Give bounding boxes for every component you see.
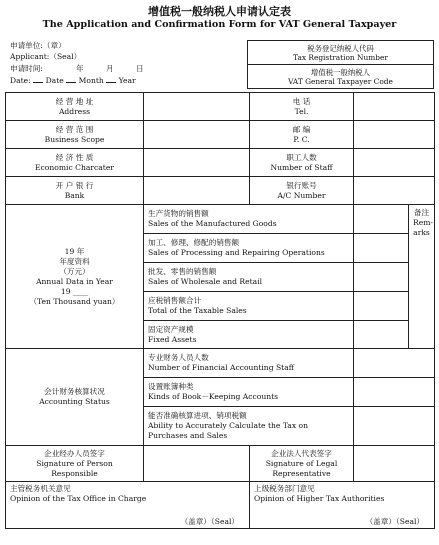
annual-item-en: Fixed Assets (148, 334, 197, 344)
higher-authority-opinion-cell[interactable] (250, 482, 435, 529)
staff-label-en: Number of Staff (270, 162, 333, 172)
month-fill-line[interactable] (66, 82, 76, 83)
vat-code-cell (248, 65, 434, 89)
time-label-cn: 申请时间: (10, 64, 43, 73)
person-signature-cn: 企业经办人员签字 (44, 448, 105, 458)
annual-data-label-cell (6, 205, 144, 349)
accounting-label-en: Accounting Status (39, 397, 110, 406)
bank-label-cell (6, 177, 144, 205)
remarks-label-cn: 备注 (413, 208, 430, 217)
accounting-item-label (144, 349, 354, 378)
month-label-en: Month (78, 76, 104, 85)
title-english: The Application and Confirmation Form for VAT General Taxpayer (42, 19, 397, 30)
person-signature-label (6, 446, 144, 482)
year-label-cn: 年 (76, 64, 84, 73)
annual-label-en1: Annual Data in Year (36, 276, 113, 286)
scope-label-cell (6, 121, 144, 149)
accounting-item-value[interactable] (354, 349, 435, 378)
bank-value[interactable] (144, 177, 250, 205)
tax-office-opinion-cell[interactable] (6, 482, 250, 529)
account-value[interactable] (354, 177, 435, 205)
character-row (6, 149, 435, 177)
scope-value[interactable] (144, 121, 250, 149)
annual-item-cn: 应税销售额合计 (148, 296, 202, 305)
accounting-item-label (144, 378, 354, 407)
annual-item-value[interactable] (354, 234, 409, 263)
vat-label-cn: 增值税一般纳税人 (310, 67, 371, 77)
person-signature-value[interactable] (144, 446, 250, 482)
annual-item-en: Total of the Taxable Sales (148, 306, 247, 315)
annual-item-row (6, 205, 435, 234)
tax-registration-cell (248, 41, 434, 65)
year-fill-line[interactable] (106, 82, 116, 83)
scope-label-cn: 经 营 范 围 (55, 124, 94, 134)
higher-authority-opinion-cn: 上级税务部门意见 (254, 484, 315, 493)
title-chinese: 增值税一般纳税人申请认定表 (148, 5, 291, 18)
address-value[interactable] (144, 93, 250, 121)
accounting-item-cn: 能否准确核算进项、销项税额 (148, 411, 247, 420)
annual-item-cn: 生产货物的销售额 (148, 209, 209, 218)
annual-item-cn: 批发、零售的销售额 (148, 267, 217, 276)
date-label-en: Date: (10, 76, 31, 85)
accounting-label-cell (6, 349, 144, 446)
day-fill-line[interactable] (33, 82, 43, 83)
accounting-item-en: Ability to Accurately Calculate the Tax on Purchases and Sales (148, 421, 308, 440)
reg-label-cn: 税务登记纳税人代码 (307, 43, 374, 53)
header-code-box (247, 40, 434, 89)
legal-signature-value[interactable] (354, 446, 435, 482)
pc-label-cell (250, 121, 354, 149)
annual-item-en: Sales of the Manufactured Goods (148, 219, 277, 228)
character-value[interactable] (144, 149, 250, 177)
annual-label-cn1: 年度资料 (59, 256, 90, 266)
staff-value[interactable] (354, 149, 435, 177)
vat-label-en: VAT General Taxpayer Code (288, 76, 393, 86)
annual-item-cn: 加工、修理、修配的销售额 (148, 238, 240, 247)
pc-label-cn: 邮 编 (292, 124, 311, 134)
day-label-en: Date (45, 76, 64, 85)
scope-label-en: Business Scope (44, 134, 105, 144)
month-label-cn: 月 (106, 64, 114, 73)
bank-label-cn: 开 户 银 行 (55, 180, 94, 190)
application-time-cn (10, 64, 245, 75)
annual-label-en3: （Ten Thousand yuan） (29, 296, 120, 306)
character-label-cell (6, 149, 144, 177)
annual-item-en: Sales of Wholesale and Retail (148, 277, 263, 286)
accounting-label-cn: 会计财务核算状况 (44, 387, 105, 396)
bank-row (6, 177, 435, 205)
remarks-label-en2: arks (413, 228, 430, 237)
applicant-label-en: Applicant:（Seal） (10, 52, 82, 61)
address-label-en: Address (58, 106, 91, 116)
accounting-item-en: Number of Financial Accounting Staff (148, 363, 295, 372)
day-label-cn: 日 (136, 64, 144, 73)
annual-item-label (144, 292, 354, 321)
annual-item-en: Sales of Processing and Repairing Operations (148, 248, 325, 257)
reg-label-en: Tax Registration Number (293, 52, 388, 62)
legal-signature-en: Signature of Legal Representative (265, 458, 338, 478)
character-label-cn: 经 济 性 质 (55, 152, 94, 162)
tel-label-cn: 电 话 (292, 96, 311, 106)
remarks-cell (409, 205, 435, 349)
accounting-item-en: Kinds of Book－Keeping Accounts (148, 392, 279, 401)
accounting-item-cn: 设置账簿种类 (148, 382, 194, 391)
year-label-en: Year (118, 76, 136, 85)
annual-label-cn2: （万元） (59, 266, 90, 276)
opinion-row (6, 482, 435, 529)
legal-signature-cn: 企业法人代表签字 (271, 448, 332, 458)
annual-item-value[interactable] (354, 205, 409, 234)
application-date-en (10, 76, 245, 87)
bank-label-en: Bank (64, 190, 85, 200)
annual-item-value[interactable] (354, 292, 409, 321)
person-signature-en2: Responsible (51, 468, 98, 478)
account-label-en: A/C Number (277, 190, 326, 200)
remarks-label-en1: Rem- (413, 218, 433, 227)
annual-item-label (144, 263, 354, 292)
annual-item-value[interactable] (354, 321, 409, 349)
applicant-label-cn: 申请单位:（章） (10, 41, 66, 50)
scope-row (6, 121, 435, 149)
higher-authority-opinion-en: Opinion of Higher Tax Authorities (254, 494, 385, 503)
accounting-item-label (144, 407, 354, 446)
annual-item-value[interactable] (354, 263, 409, 292)
pc-value[interactable] (354, 121, 435, 149)
pc-label-en: P. C. (293, 134, 310, 144)
signature-row (6, 446, 435, 482)
accounting-item-value[interactable] (354, 407, 435, 446)
tax-office-opinion-cn: 主管税务机关意见 (10, 484, 71, 493)
address-row (6, 93, 435, 121)
character-label-en: Economic Charcater (35, 162, 114, 172)
annual-item-label (144, 205, 354, 234)
accounting-item-cn: 专业财务人员人数 (148, 353, 209, 362)
annual-label-en2: 19 ____ (60, 286, 89, 296)
tax-office-seal: （盖章）（Seal） (180, 517, 239, 526)
tax-office-opinion-en: Opinion of the Tax Office in Charge (10, 494, 147, 503)
tel-label-cell (250, 93, 354, 121)
higher-authority-seal: （盖章）（Seal） (365, 517, 424, 526)
main-form-table (5, 92, 435, 529)
account-label-cell (250, 177, 354, 205)
tel-value[interactable] (354, 93, 435, 121)
account-label-cn: 银行账号 (286, 180, 317, 190)
annual-item-label (144, 234, 354, 263)
staff-label-cell (250, 149, 354, 177)
annual-year-line: 19 年 (64, 246, 85, 256)
annual-item-label (144, 321, 354, 349)
tel-label-en: Tel. (294, 106, 309, 116)
address-label-cn: 经 营 地 址 (55, 96, 94, 106)
person-signature-en1: Signature of Person (36, 458, 113, 468)
annual-item-cn: 固定资产规模 (148, 324, 194, 334)
accounting-item-row (6, 349, 435, 378)
address-label-cell (6, 93, 144, 121)
staff-label-cn: 职工人数 (286, 152, 317, 162)
accounting-item-value[interactable] (354, 378, 435, 407)
legal-signature-label (250, 446, 354, 482)
